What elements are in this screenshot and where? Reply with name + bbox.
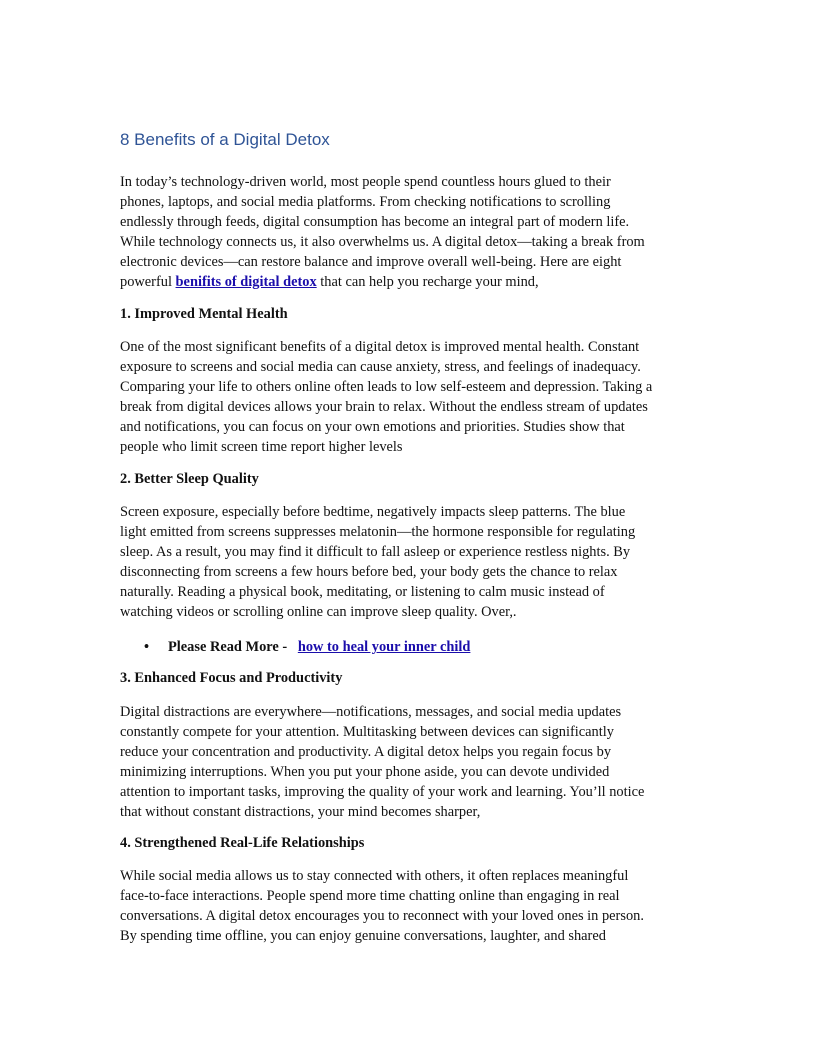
paragraph-line: and notifications, you can focus on your own emotions and priorities. Studies show that [120,418,625,435]
paragraph-line: watching videos or scrolling online can improve sleep quality. Over,. [120,603,517,620]
paragraph-line: conversations. A digital detox encourages you to reconnect with your loved ones in person. [120,907,644,924]
section-heading-sleep: 2. Better Sleep Quality [120,471,259,487]
paragraph-line: Digital distractions are everywhere—notifications, messages, and social media updates [120,704,622,720]
paragraph-line: attention to important tasks, improving the quality of your work and learning. You’ll notice [120,783,645,800]
paragraph-line: By spending time offline, you can enjoy genuine conversations, laughter, and shared [120,927,606,944]
paragraph-line: sleep. As a result, you may find it difficult to fall asleep or experience restless nights. By [120,543,631,560]
intro-line: endlessly through feeds, digital consumption has become an integral part of modern life. [120,213,630,230]
bullet-marker: • [144,639,150,655]
section-paragraph-relationships [120,867,700,947]
page-title: 8 Benefits of a Digital Detox [120,130,330,149]
intro-line: While technology connects us, it also overwhelms us. A digital detox—taking a break from [120,233,645,250]
intro-line: phones, laptops, and social media platforms. From checking notifications to scrolling [120,193,611,210]
paragraph-line: naturally. Reading a physical book, meditating, or listening to calm music instead of [120,583,605,600]
paragraph-line: While social media allows us to stay connected with others, it often replaces meaningful [120,868,629,884]
paragraph-line: disconnecting from screens a few hours before bed, your body gets the chance to relax [120,563,618,580]
paragraph-line: Screen exposure, especially before bedtime, negatively impacts sleep patterns. The blue [120,504,626,520]
intro-line: electronic devices—can restore balance and improve overall well-being. Here are eight [120,253,622,270]
paragraph-line: minimizing interruptions. When you put your phone aside, you can devote undivided [120,763,610,780]
paragraph-line: break from digital devices allows your brain to relax. Without the endless stream of updates [120,398,648,415]
section-paragraph-mental-health [120,338,700,457]
paragraph-line: people who limit screen time report higher levels [120,438,403,455]
section-paragraph-sleep [120,503,700,622]
read-more-label: Please Read More - [168,639,291,655]
intro-last-line [120,273,700,293]
paragraph-line: Comparing your life to others online often leads to low self-esteem and depression. Taking a [120,378,653,395]
paragraph-line: One of the most significant benefits of a digital detox is improved mental health. Constant [120,339,640,355]
paragraph-line: light emitted from screens suppresses melatonin—the hormone responsible for regulating [120,523,636,540]
paragraph-line: that without constant distractions, your mind becomes sharper, [120,803,481,820]
section-heading-focus: 3. Enhanced Focus and Productivity [120,670,343,686]
read-more-bullet [144,638,470,658]
paragraph-line: exposure to screens and social media can cause anxiety, stress, and feelings of inadequacy. [120,358,641,375]
paragraph-line: constantly compete for your attention. Multitasking between devices can significantly [120,723,614,740]
inner-child-link[interactable]: how to heal your inner child [297,639,471,655]
paragraph-line: face-to-face interactions. People spend more time chatting online than engaging in real [120,887,620,904]
intro-suffix: that can help you recharge your mind, [316,273,539,290]
intro-line: In today’s technology-driven world, most people spend countless hours glued to their [120,174,611,190]
intro-paragraph [120,173,700,292]
intro-prefix: powerful [120,273,176,290]
paragraph-line: reduce your concentration and productivity. A digital detox helps you regain focus by [120,743,612,760]
section-heading-mental-health: 1. Improved Mental Health [120,306,288,322]
section-paragraph-focus [120,703,700,822]
section-heading-relationships: 4. Strengthened Real-Life Relationships [120,835,365,851]
benefits-link[interactable]: benifits of digital detox [175,273,317,290]
